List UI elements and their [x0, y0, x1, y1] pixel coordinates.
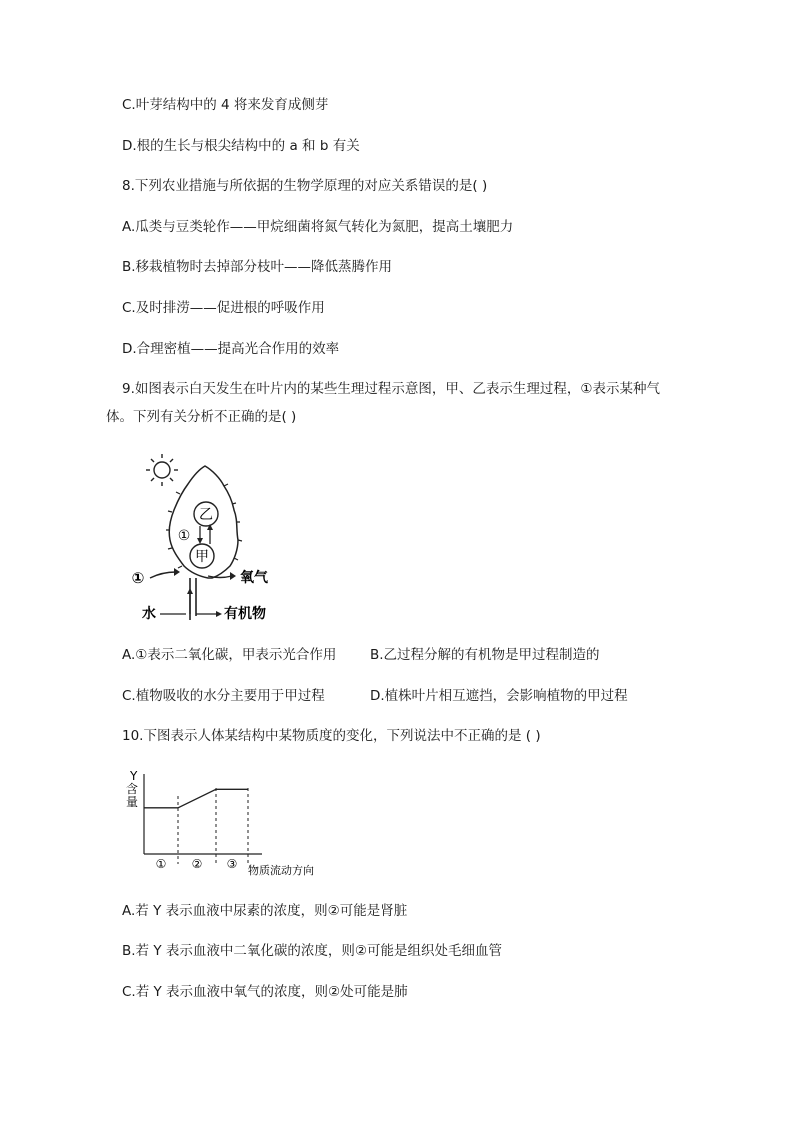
q8-stem: 8.下列农业措施与所依据的生物学原理的对应关系错误的是( ): [122, 178, 488, 194]
outer-circled-one: ①: [131, 569, 145, 587]
q10-option-c: C.若 Y 表示血液中氧气的浓度，则②处可能是肺: [122, 984, 408, 1000]
q8-option-a: A.瓜类与豆类轮作——甲烷细菌将氮气转化为氮肥，提高土壤肥力: [122, 219, 514, 235]
q9-option-b: B.乙过程分解的有机物是甲过程制造的: [370, 647, 600, 663]
q9-stem-line1: 9.如图表示白天发生在叶片内的某些生理过程示意图，甲、乙表示生理过程，①表示某种气: [122, 381, 660, 397]
oxygen-label: 氧气: [240, 570, 268, 586]
q9-option-c: C.植物吸收的水分主要用于甲过程: [122, 688, 325, 704]
q7-option-c: C.叶芽结构中的 4 将来发育成侧芽: [122, 97, 329, 113]
category-label-3: ③: [226, 857, 238, 871]
leaf-diagram: [120, 448, 300, 628]
q10-option-b: B.若 Y 表示血液中二氧化碳的浓度，则②可能是组织处毛细血管: [122, 943, 502, 959]
q8-option-d: D.合理密植——提高光合作用的效率: [122, 341, 340, 357]
inner-circled-one: ①: [177, 528, 191, 544]
series-line: [144, 789, 248, 807]
q9-stem-line2: 体。下列有关分析不正确的是( ): [106, 409, 297, 425]
category-label-1: ①: [155, 857, 167, 871]
water-label: 水: [142, 606, 156, 622]
organic-label: 有机物: [224, 606, 266, 622]
q8-option-b: B.移栽植物时去掉部分枝叶——降低蒸腾作用: [122, 259, 393, 275]
y-axis-label: Y 含 量: [126, 769, 139, 809]
q9-option-a: A.①表示二氧化碳，甲表示光合作用: [122, 647, 337, 663]
circle-yi-label: 乙: [199, 507, 213, 523]
category-label-2: ②: [191, 857, 203, 871]
sun-icon: [146, 454, 178, 486]
q8-option-c: C.及时排涝——促进根的呼吸作用: [122, 300, 325, 316]
concentration-chart: [122, 768, 342, 878]
q9-option-d: D.植株叶片相互遮挡，会影响植物的甲过程: [370, 688, 628, 704]
q10-option-a: A.若 Y 表示血液中尿素的浓度，则②可能是肾脏: [122, 903, 408, 919]
x-axis-label: 物质流动方向: [248, 864, 314, 877]
q10-stem: 10.下图表示人体某结构中某物质度的变化，下列说法中不正确的是 ( ): [122, 728, 541, 744]
circle-jia-label: 甲: [195, 549, 209, 565]
q7-option-d: D.根的生长与根尖结构中的 a 和 b 有关: [122, 138, 360, 154]
